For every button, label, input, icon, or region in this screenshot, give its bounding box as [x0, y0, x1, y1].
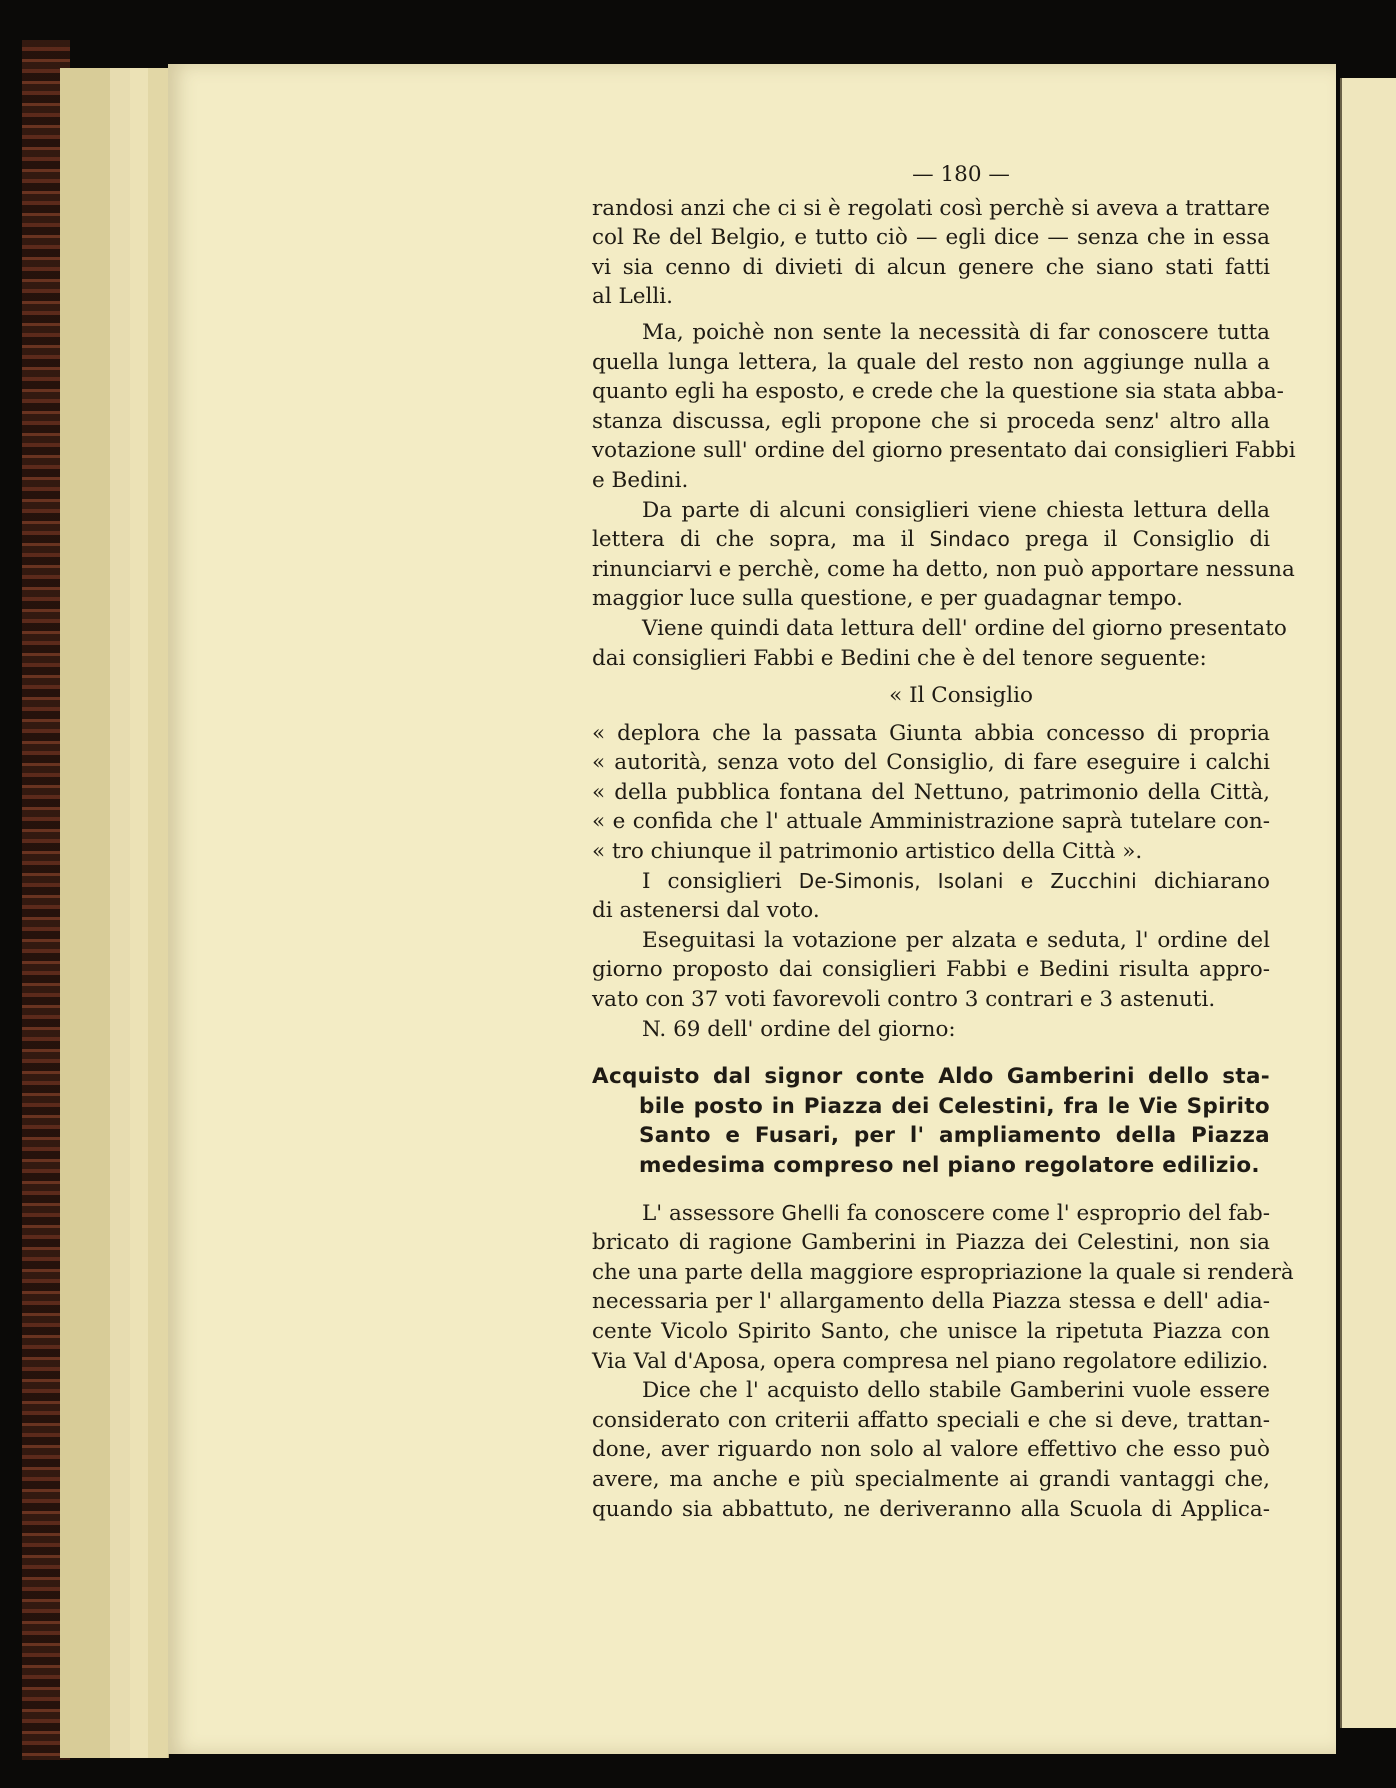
text-run: e [1003, 868, 1051, 894]
text-line: che una parte della maggiore espropriazione la quale si renderà [592, 1259, 1294, 1285]
text-line: vi sia cenno di divieti di alcun genere che siano stati fatti [592, 254, 1270, 280]
text-line: randosi anzi che ci si è regolati così perchè si aveva a trattare [592, 195, 1271, 221]
section-heading [592, 1062, 1270, 1180]
text-line: giorno proposto dai consiglieri Fabbi e Bedini risulta appro- [592, 957, 1270, 983]
text-line [592, 867, 1270, 897]
text-line: considerato con criterii affatto speciali e che si deve, trattan- [592, 1407, 1270, 1433]
speaker-name: De-Simonis, Isolani [798, 868, 1004, 893]
speaker-name: Zucchini [1050, 868, 1137, 893]
text-line: Viene quindi data lettura dell' ordine del giorno presentato [642, 615, 1287, 641]
paragraph [592, 926, 1270, 1015]
heading-line: bile posto in Piazza dei Celestini, fra le Vie Spirito [639, 1093, 1270, 1119]
quote-title: « Il Consiglio [889, 683, 1033, 709]
paragraph [592, 1199, 1294, 1377]
text-line: Da parte di alcuni consiglieri viene chiesta lettura della [642, 497, 1270, 523]
text-line: rinunciarvi e perchè, come ha detto, non può apportare nessuna [592, 556, 1295, 582]
text-line [592, 1199, 1270, 1229]
text-line: e Bedini. [592, 467, 689, 493]
text-line: quella lunga lettera, la quale del resto non aggiunge nulla a [592, 349, 1270, 375]
page-edge [110, 68, 131, 1758]
page-edge [130, 68, 149, 1758]
quote-line: « deplora che la passata Giunta abbia concesso di propria [592, 720, 1270, 746]
text-line: Eseguitasi la votazione per alzata e seduta, l' ordine del [642, 927, 1270, 953]
text-line: Ma, poichè non sente la necessità di far conoscere tutta [642, 319, 1270, 345]
text-line: vato con 37 voti favorevoli contro 3 contrari e 3 astenuti. [592, 987, 1216, 1013]
text-line: done, aver riguardo non solo al valore effettivo che esso può [592, 1437, 1270, 1463]
text-line: bricato di ragione Gamberini in Piazza dei Celestini, non sia [592, 1230, 1270, 1256]
text-line: di astenersi dal voto. [592, 898, 820, 924]
text-run: lettera di che sopra, ma il [592, 527, 930, 553]
page-text [592, 160, 1296, 1524]
paragraph [592, 194, 1270, 312]
paragraph [592, 1376, 1270, 1524]
heading-line: Santo e Fusari, per l' ampliamento della Piazza [639, 1123, 1270, 1149]
text-line: quanto egli ha esposto, e crede che la questione sia stata abba- [592, 379, 1284, 405]
page-number: — 180 — [912, 162, 1010, 187]
quote-line: « e confida che l' attuale Amministrazione saprà tutelare con- [592, 809, 1270, 835]
text-line: maggior luce sulla questione, e per guadagnar tempo. [592, 586, 1183, 612]
quote-line: « della pubblica fontana del Nettuno, patrimonio della Città, [592, 779, 1270, 805]
page-edge [148, 68, 169, 1758]
text-line: Via Val d'Aposa, opera compresa nel piano regolatore edilizio. [592, 1348, 1269, 1374]
heading-line: medesima compreso nel piano regolatore edilizio. [639, 1153, 1260, 1178]
paragraph [592, 614, 1287, 673]
text-line: al Lelli. [592, 284, 673, 310]
quote-line: « tro chiunque il patrimonio artistico della Città ». [592, 839, 1143, 865]
text-run: I consiglieri [642, 868, 799, 894]
text-line: Dice che l' acquisto dello stabile Gamberini vuole essere [642, 1378, 1270, 1404]
text-line: cente Vicolo Spirito Santo, che unisce la ripetuta Piazza con [592, 1318, 1270, 1344]
paragraph [592, 496, 1295, 614]
heading-line: Acquisto dal signor conte Aldo Gamberini dello sta- [592, 1064, 1270, 1090]
quotation [592, 719, 1270, 867]
text-run: fa conoscere come l' esproprio del fab- [839, 1200, 1270, 1226]
text-run: prega il Consiglio di [1010, 527, 1270, 553]
text-line: dai consiglieri Fabbi e Bedini che è del tenore seguente: [592, 645, 1207, 671]
text-line: quando sia abbattuto, ne deriveranno alla Scuola di Applica- [592, 1496, 1270, 1522]
text-run: L' assessore [642, 1200, 782, 1226]
text-line [592, 525, 1270, 555]
speaker-name: Ghelli [781, 1200, 840, 1225]
speaker-name: Sindaco [929, 527, 1011, 552]
quote-line: « autorità, senza voto del Consiglio, di fare eseguire i calchi [592, 750, 1270, 776]
text-line: stanza discussa, egli propone che si proceda senz' altro alla [592, 408, 1270, 434]
text-run: dichiarano [1136, 868, 1270, 894]
text-line: col Re del Belgio, e tutto ciò — egli dice — senza che in essa [592, 225, 1270, 251]
next-page-edge [1340, 78, 1396, 1728]
text-line: votazione sull' ordine del giorno presentato dai consiglieri Fabbi [592, 438, 1296, 464]
paragraph [592, 867, 1270, 926]
text-line: avere, ma anche e più specialmente ai grandi vantaggi che, [592, 1466, 1270, 1492]
paragraph [592, 318, 1296, 496]
text-line: necessaria per l' allargamento della Piazza stessa e dell' adia- [592, 1289, 1270, 1315]
agenda-item: N. 69 dell' ordine del giorno: [642, 1016, 956, 1042]
